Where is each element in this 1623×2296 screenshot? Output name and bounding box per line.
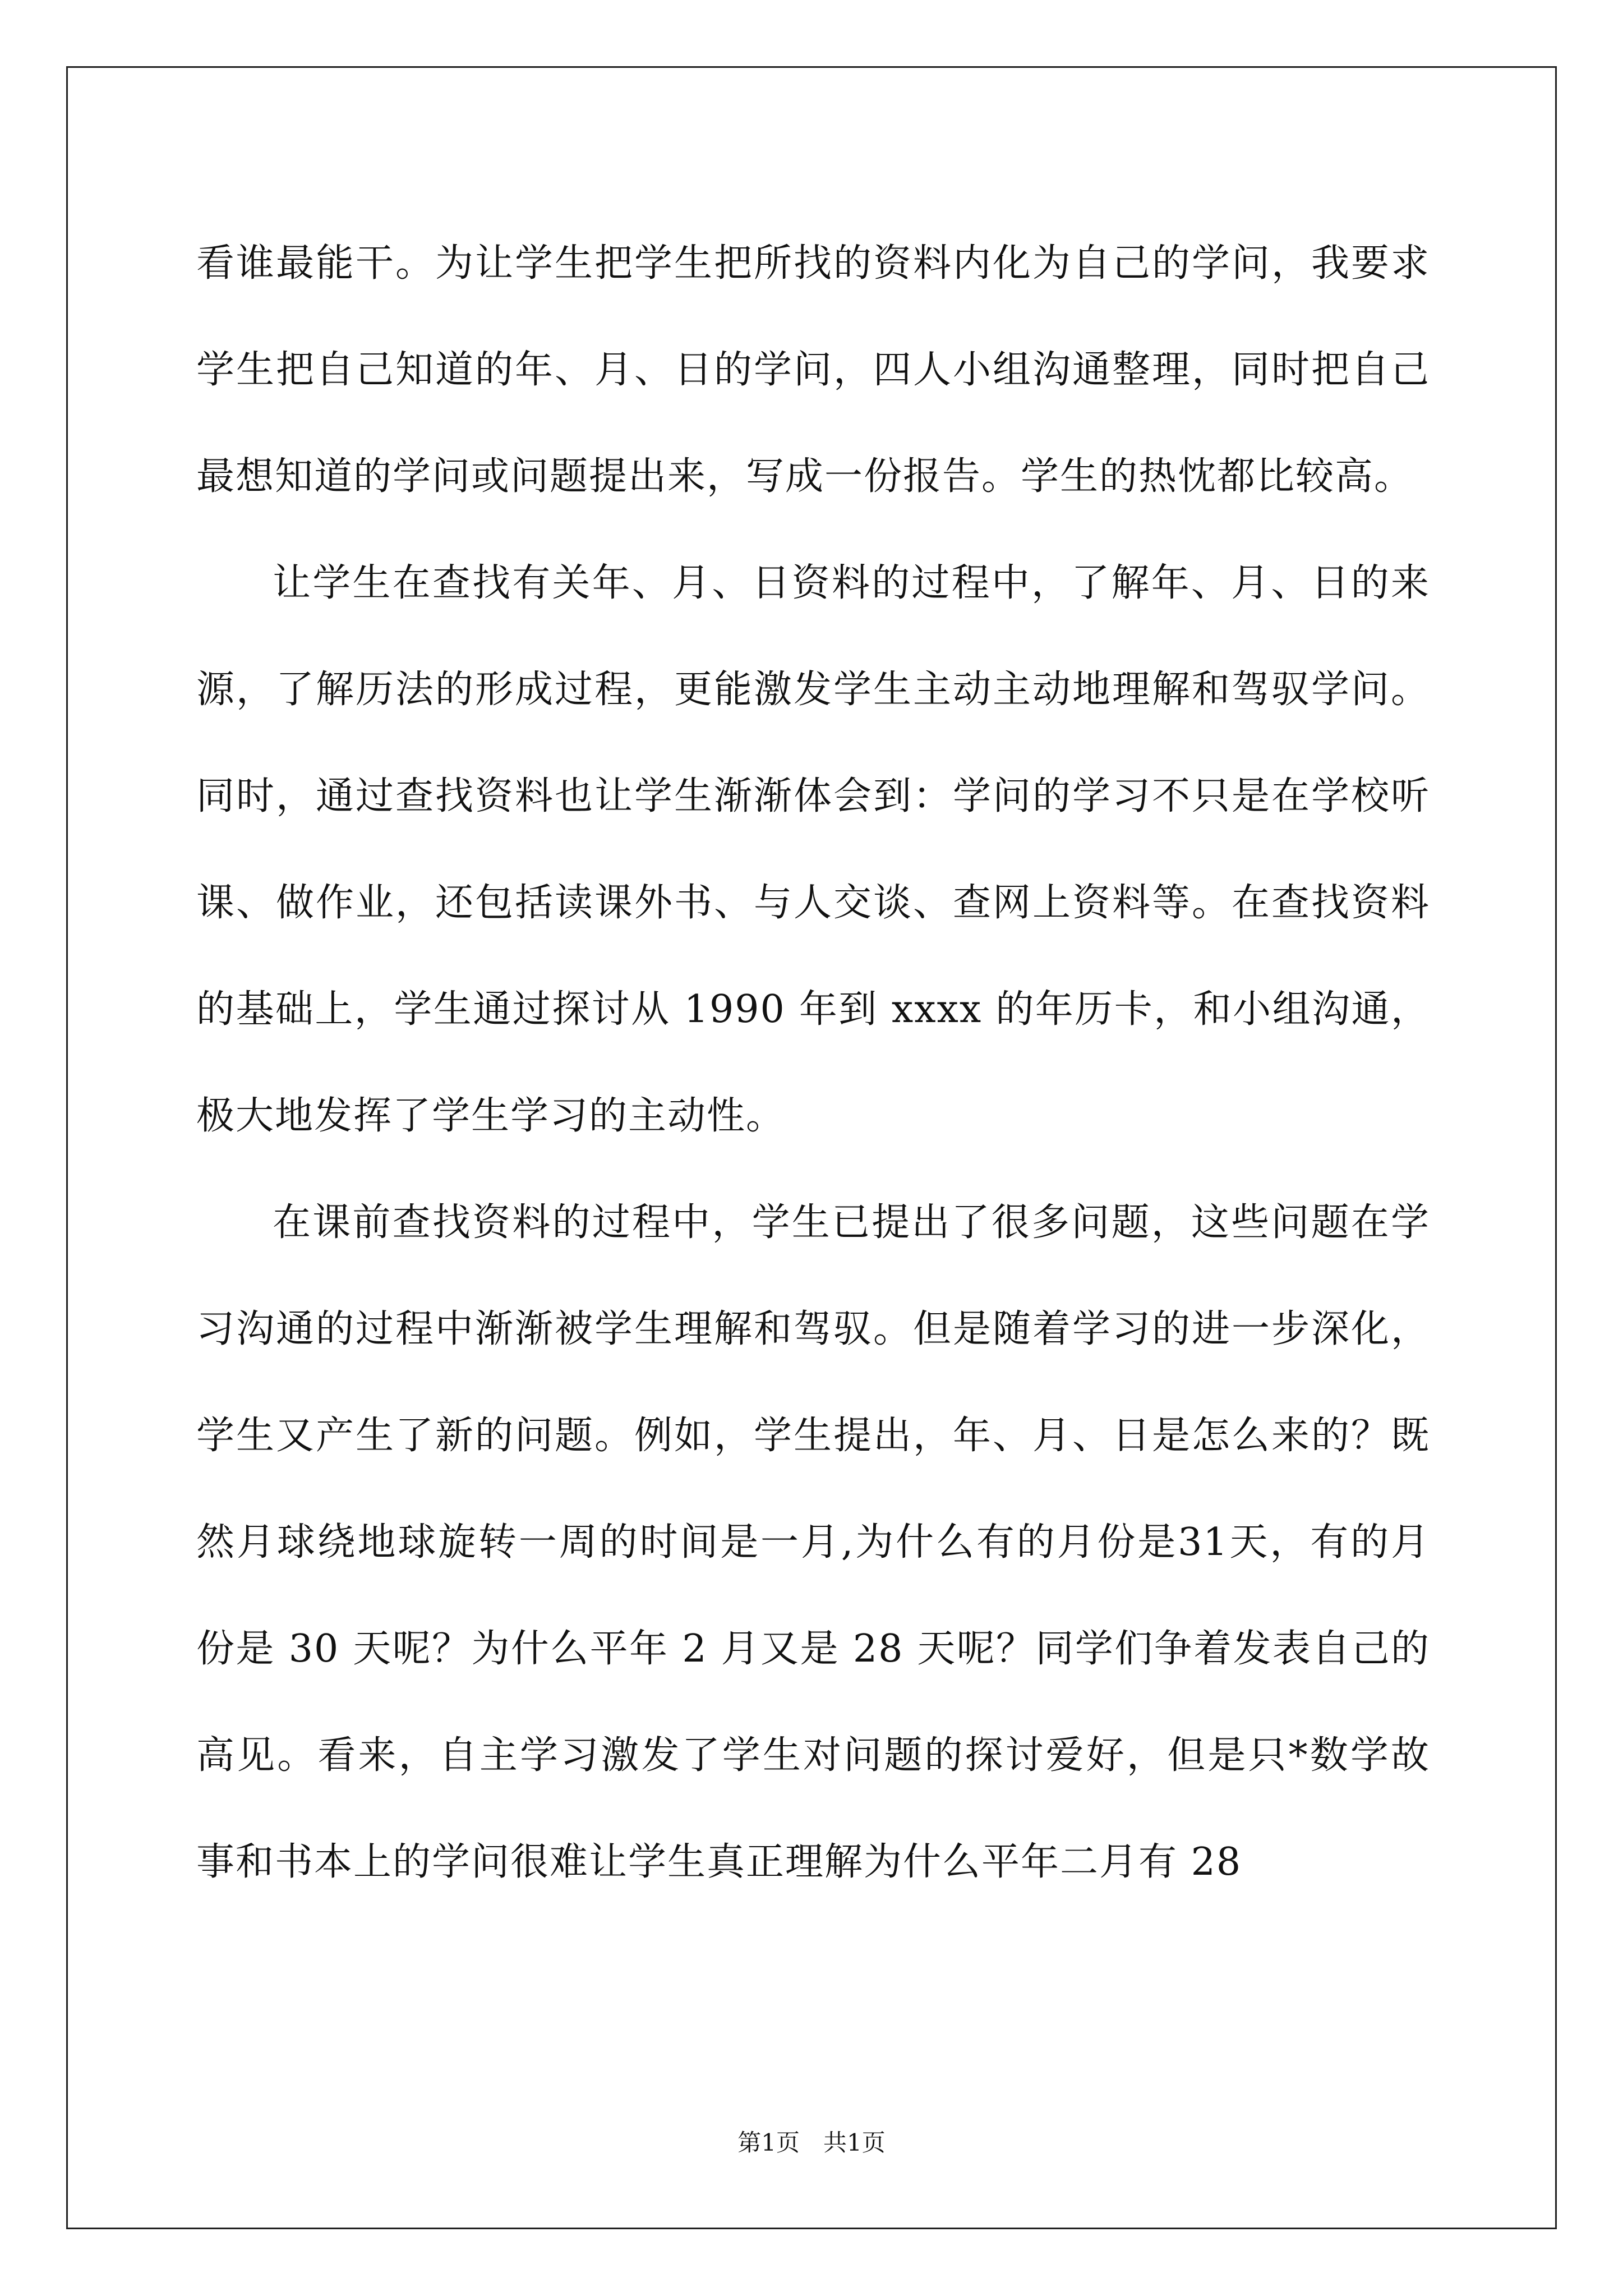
paragraph-3: 在课前查找资料的过程中，学生已提出了很多问题，这些问题在学习沟通的过程中渐渐被学生理解和驾驭。但是随着学习的进一步深化，学生又产生了新的问题。例如，学生提出，年、月、日是怎么来的？既然月球绕地球旋转一周的时间是一月,为什么有的月份是31天，有的月份是 30 天呢？为什么平年 2 月又是 28 天呢？同学们争着发表自己的高见。看来，自主学习激发了学生对问题的探讨爱好，但是只*数学故事和书本上的学问很难让学生真正理解为什么平年二月有 28 xyxy=(196,1200,1430,1884)
document-body xyxy=(196,210,1430,1916)
paragraph-2: 让学生在查找有关年、月、日资料的过程中，了解年、月、日的来源，了解历法的形成过程，更能激发学生主动主动地理解和驾驭学问。同时，通过查找资料也让学生渐渐体会到：学问的学习不只是在学校听课、做作业，还包括读课外书、与人交谈、查网上资料等。在查找资料的基础上，学生通过探讨从 1990 年到 xxxx 的年历卡，和小组沟通，极大地发挥了学生学习的主动性。 xyxy=(196,561,1430,1138)
page-number-footer: 第1页 共1页 xyxy=(737,2129,886,2156)
paragraph-1: 看谁最能干。为让学生把学生把所找的资料内化为自己的学问，我要求学生把自己知道的年、月、日的学问，四人小组沟通整理，同时把自己最想知道的学问或问题提出来，写成一份报告。学生的热忱都比较高。 xyxy=(196,241,1430,499)
